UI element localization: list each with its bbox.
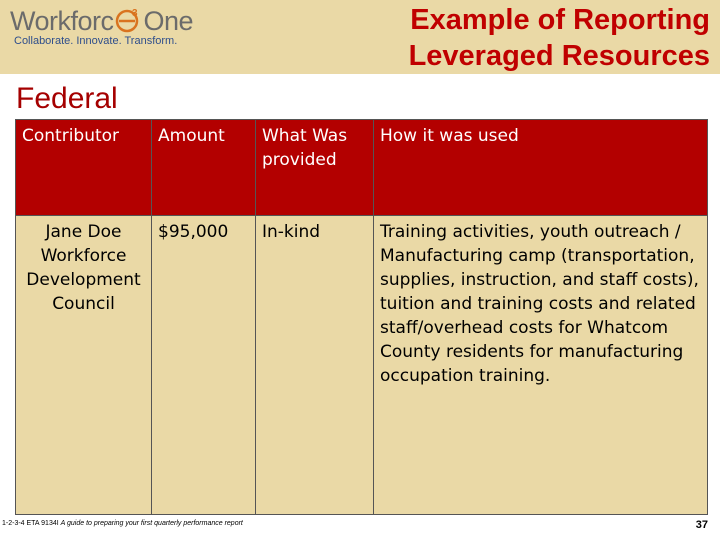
workforce-one-logo	[10, 6, 193, 47]
logo-mark-digit: 3	[131, 8, 137, 19]
page-number: 37	[695, 519, 708, 531]
table-row	[16, 216, 708, 515]
logo-e3-mark-icon	[114, 7, 140, 33]
header-contributor: Contributor	[16, 120, 152, 216]
footer-text: A guide to preparing your first quarterly performance report	[60, 520, 243, 527]
title-line-1: Example of Reporting	[410, 4, 710, 36]
cell-used: Training activities, youth outreach / Manufacturing camp (transportation, supplies, instruction, and staff costs), tuition and training costs and related staff/overhead costs for Whatcom County residents for manufacturing occupation training.	[374, 216, 708, 515]
logo-word-part-2: One	[143, 6, 194, 36]
table-header-row	[16, 120, 708, 216]
logo-word-part: Workforc	[10, 6, 114, 36]
footer-prefix: 1-2-3-4 ETA 9134I	[2, 520, 59, 527]
header-what-provided: What Was provided	[256, 120, 374, 216]
header-amount: Amount	[152, 120, 256, 216]
cell-provided: In-kind	[256, 216, 374, 515]
leveraged-resources-table	[15, 119, 708, 515]
footer-note	[2, 520, 243, 527]
cell-contributor: Jane Doe Workforce Development Council	[16, 216, 152, 515]
header-how-used: How it was used	[374, 120, 708, 216]
cell-amount: $95,000	[152, 216, 256, 515]
title-line-2: Leveraged Resources	[408, 40, 710, 72]
slide-title	[409, 2, 710, 74]
logo-tagline: Collaborate. Innovate. Transform.	[14, 35, 178, 47]
section-heading: Federal	[16, 82, 118, 115]
logo-wordmark	[10, 6, 193, 37]
